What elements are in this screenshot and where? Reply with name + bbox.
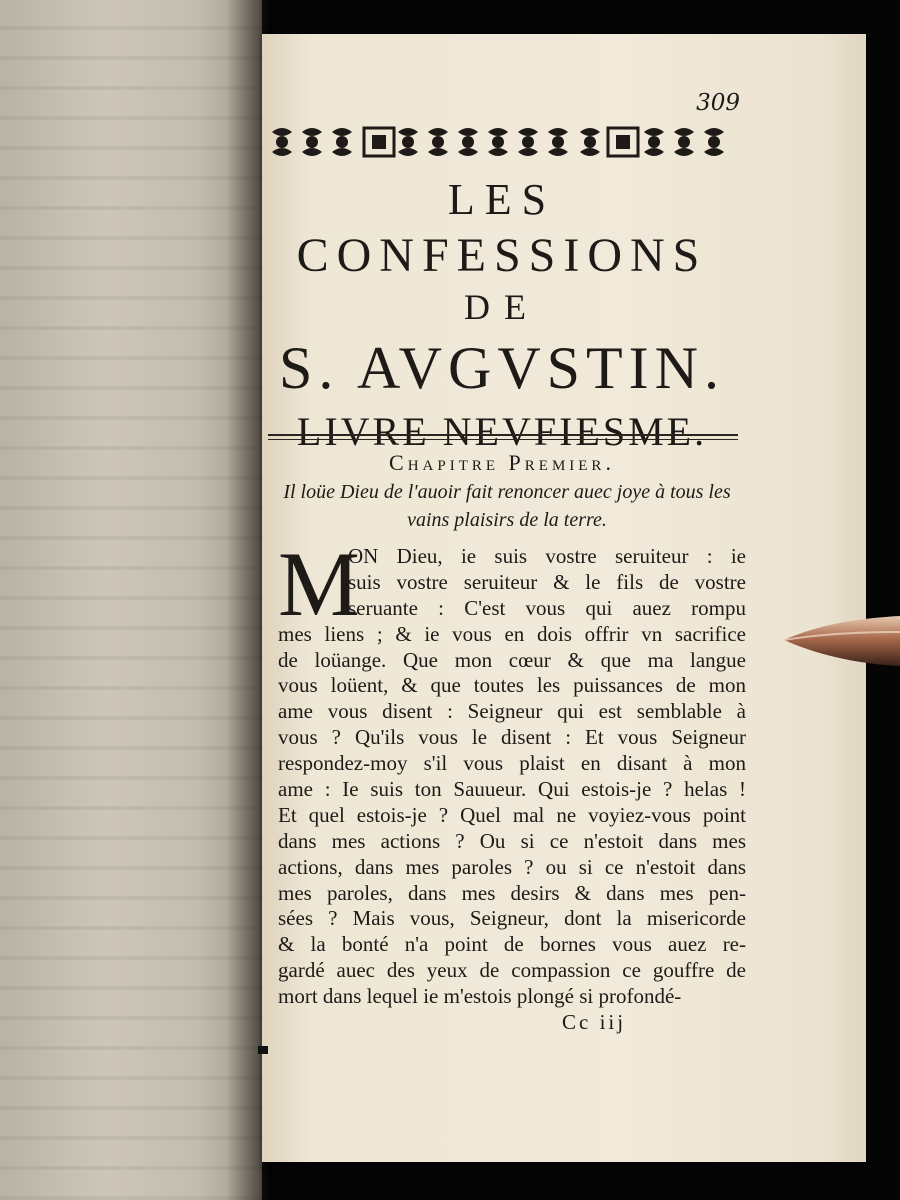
right-page <box>262 34 866 1162</box>
body-line: gardé auec des yeux de compassion ce gouffre de <box>278 958 746 983</box>
body-line: dans mes actions ? Ou si ce n'estoit dans mes <box>278 828 746 853</box>
body-line: seruante : C'est vous qui auez rompu <box>348 595 746 620</box>
chapter-heading: Chapitre Premier. <box>389 450 615 475</box>
body-line: de loüange. Que mon cœur & que ma langue <box>278 647 746 672</box>
body-line: ON Dieu, ie suis vostre seruiteur : ie <box>348 544 746 568</box>
heading-rule <box>268 434 738 436</box>
book-heading: LIVRE NEVFIESME. <box>296 409 708 454</box>
body-line: sées ? Mais vous, Seigneur, dont la misericorde <box>278 906 746 931</box>
left-page <box>0 0 262 1200</box>
title-augustin: S. AVGVSTIN. <box>279 335 725 401</box>
ornament-motif <box>272 128 724 156</box>
signature-mark: Cc iij <box>562 1010 627 1034</box>
pointer-stick-icon <box>780 610 900 680</box>
body-line: vous ? Qu'ils vous le disent : Et vous Seigneur <box>278 725 746 750</box>
page-edge-mark <box>258 1046 268 1054</box>
show-through-text <box>0 0 262 1200</box>
title-confessions: CONFESSIONS <box>296 229 708 282</box>
body-line: actions, dans mes paroles ? ou si ce n'estoit dans <box>278 854 746 879</box>
body-line: Et quel estois-je ? Quel mal ne voyiez-vous point <box>278 802 746 827</box>
body-line: mort dans lequel ie m'estois plongé si profondé- <box>278 984 682 1009</box>
chapter-summary: Il loüe Dieu de l'auoir fait renoncer auec joye à tous les vains plaisirs de la terre. <box>283 481 731 531</box>
body-line: suis vostre seruiteur & le fils de vostre <box>348 569 746 594</box>
page-number: 309 <box>696 90 740 116</box>
heading-rule-thin <box>268 439 738 440</box>
body-line: respondez-moy s'il vous plaist en disant à mon <box>278 751 746 776</box>
ornament-headband <box>268 122 736 162</box>
body-text <box>278 533 746 1010</box>
body-line: vous loüent, & que toutes les puissances de mon <box>278 673 746 698</box>
body-line: mes paroles, dans mes desirs & dans mes pen- <box>278 880 746 905</box>
title-de: DE <box>464 287 540 327</box>
body-line: mes liens ; & ie vous en dois offrir vn sacrifice <box>278 621 746 646</box>
body-line: & la bonté n'a point de bornes vous auez re- <box>278 932 746 957</box>
body-line: ame : Ie suis ton Sauueur. Qui estois-je ? helas ! <box>278 777 746 802</box>
drop-cap: M <box>278 533 360 635</box>
body-line: ame vous disent : Seigneur qui est semblable à <box>278 699 746 724</box>
title-les: LES <box>447 175 557 224</box>
